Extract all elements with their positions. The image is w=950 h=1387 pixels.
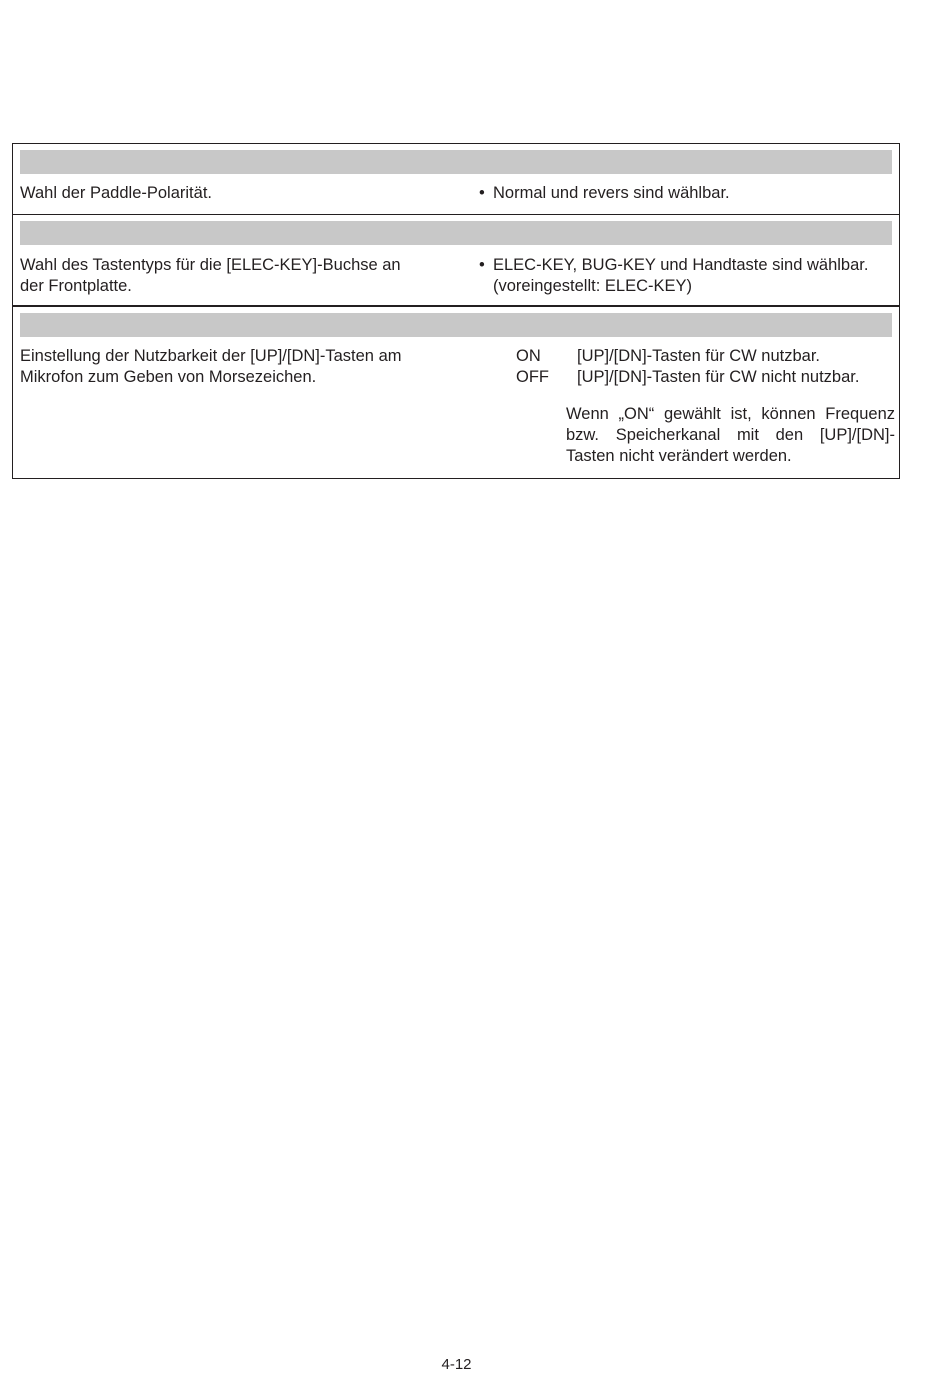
section-description-line-1: Einstellung der Nutzbarkeit der [UP]/[DN]-Tasten am [20,347,402,365]
setting-text-off: [UP]/[DN]-Tasten für CW nicht nutzbar. [577,368,860,386]
option-text: ELEC-KEY, BUG-KEY und Handtaste sind wählbar. [493,256,869,274]
settings-table [12,143,900,479]
section-description: Wahl der Paddle-Polarität. [20,184,212,202]
section-header-bar [20,150,892,174]
setting-text-on: [UP]/[DN]-Tasten für CW nutzbar. [577,347,820,365]
option-text: Normal und revers sind wählbar. [493,184,730,202]
bullet-icon: • [479,256,485,274]
section-description-line-1: Wahl des Tastentyps für die [ELEC-KEY]-Buchse an [20,256,401,274]
section-paddle-polarity [13,144,899,214]
setting-key-off: OFF [516,368,549,386]
section-description-line-2: Mikrofon zum Geben von Morsezeichen. [20,368,317,386]
section-key-type [13,214,899,305]
option-default-text: (voreingestellt: ELEC-KEY) [493,277,692,295]
section-header-bar [20,221,892,245]
section-updn-keys [13,305,899,478]
section-description-line-2: der Frontplatte. [20,277,132,295]
page-number: 4-12 [441,1356,472,1373]
setting-key-on: ON [516,347,541,365]
bullet-icon: • [479,184,485,202]
note-text: Wenn „ON“ gewählt ist, können Frequenz bzw. Speicherkanal mit den [UP]/[DN]-Tasten nicht verändert werden. [566,405,895,465]
section-header-bar [20,313,892,337]
